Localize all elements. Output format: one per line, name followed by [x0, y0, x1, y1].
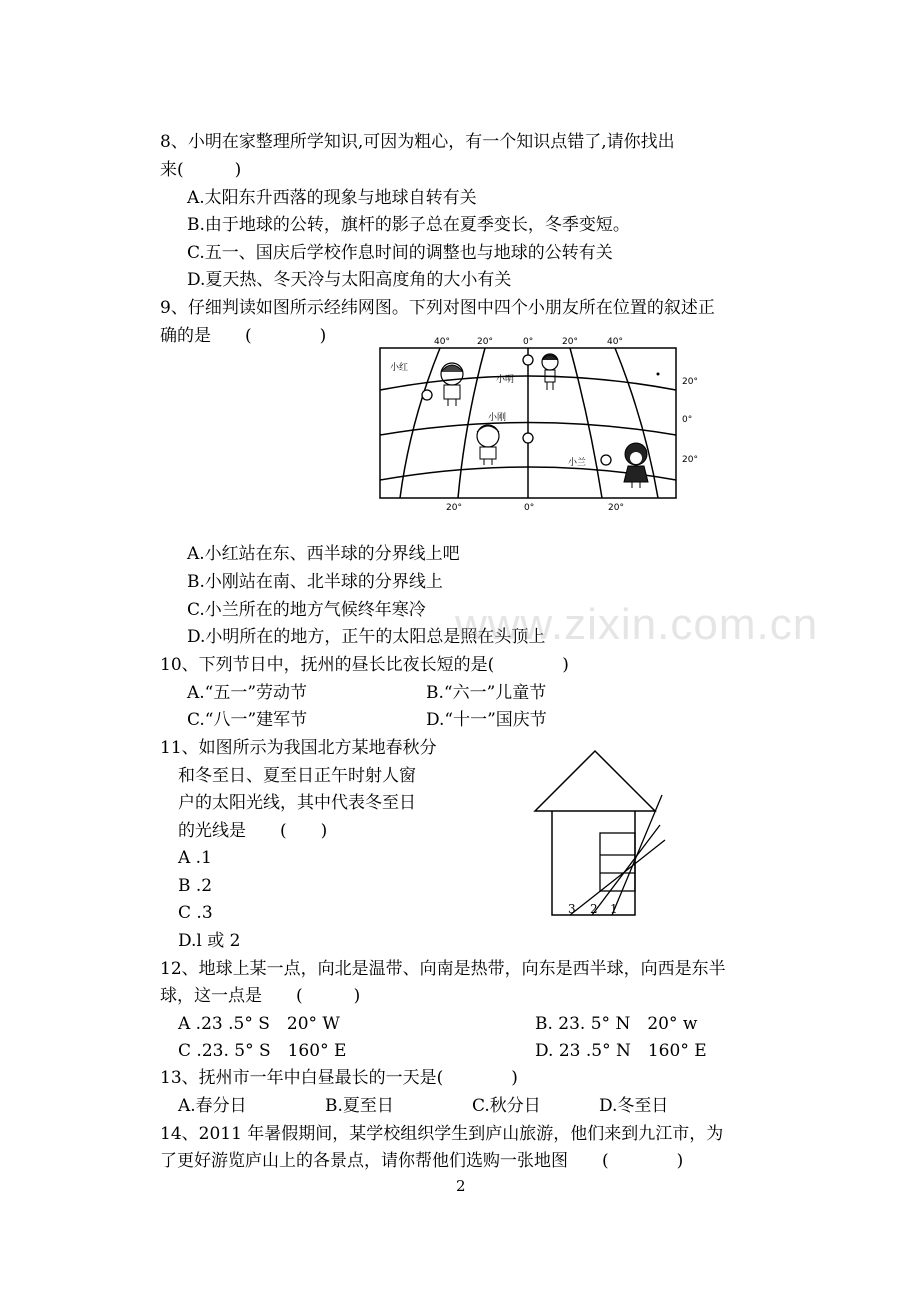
q9-stem-line1: 9、仔细判读如图所示经纬网图。下列对图中四个小朋友所在位置的叙述正: [160, 298, 715, 318]
q11-stem-line2: 和冬至日、夏至日正午时射人窗: [178, 766, 416, 786]
ray-label-1: 1: [610, 902, 618, 916]
q13-option-c: C.秋分日: [472, 1096, 541, 1116]
top-label-40w: 40°: [434, 337, 450, 347]
q9-option-c: C.小兰所在的地方气候终年寒冷: [187, 600, 426, 620]
q12-option-a: A .23 .5° S 20° W: [178, 1014, 340, 1034]
top-label-40e: 40°: [607, 337, 623, 347]
bottom-label-0: 0°: [524, 503, 535, 513]
xiaogang-marker: [523, 433, 533, 443]
house-sunlight-figure: [530, 745, 670, 920]
q10-option-a: A.“五一”劳动节: [187, 683, 308, 703]
q12-option-d: D. 23 .5° N 160° E: [535, 1041, 707, 1061]
label-xiaoming: 小明: [496, 375, 515, 385]
q11-option-a: A .1: [178, 848, 212, 868]
xiaoming-figure: [542, 354, 558, 390]
ray-label-3: 3: [568, 902, 576, 916]
q8-option-b: B.由于地球的公转，旗杆的影子总在夏季变长，冬季变短。: [187, 215, 630, 235]
q12-stem-line1: 12、地球上某一点，向北是温带、向南是热带，向东是西半球，向西是东半: [160, 959, 726, 979]
q11-stem-line1: 11、如图所示为我国北方某地春秋分: [160, 738, 437, 758]
q11-stem-line4: 的光线是 ( ): [178, 821, 328, 841]
top-label-20e: 20°: [562, 337, 578, 347]
watermark: www.zixin.com.cn: [455, 600, 819, 649]
q13-stem: 13、抚州市一年中白昼最长的一天是( ): [160, 1068, 518, 1088]
q8-option-d: D.夏天热、冬天冷与太阳高度角的大小有关: [187, 270, 512, 290]
label-xiaohong: 小红: [390, 363, 409, 373]
label-xiaogang: 小刚: [488, 413, 507, 423]
q12-option-b: B. 23. 5° N 20° w: [535, 1014, 698, 1034]
right-label-20n: 20°: [682, 377, 698, 387]
right-label-20s: 20°: [682, 455, 698, 465]
top-label-20w: 20°: [477, 337, 493, 347]
xiaohong-figure: [441, 363, 463, 406]
q9-option-a: A.小红站在东、西半球的分界线上吧: [187, 544, 460, 564]
xiaoming-marker: [523, 355, 533, 365]
page-number: 2: [456, 1177, 466, 1195]
q10-option-c: C.“八一”建军节: [187, 710, 308, 730]
xiaohong-marker: [422, 390, 432, 400]
q10-option-b: B.“六一”儿童节: [426, 683, 547, 703]
q13-option-d: D.冬至日: [599, 1096, 669, 1116]
q8-stem-line1: 8、小明在家整理所学知识,可因为粗心，有一个知识点错了,请你找出: [160, 132, 675, 152]
q11-stem-line3: 户的太阳光线，其中代表冬至日: [178, 793, 416, 813]
bottom-label-20w: 20°: [446, 503, 462, 513]
q11-option-d: D.l 或 2: [178, 931, 241, 951]
q9-option-b: B.小刚站在南、北半球的分界线上: [187, 572, 443, 592]
xiaogang-figure: [477, 425, 499, 465]
xiaolan-marker: [601, 455, 611, 465]
graticule-map-figure: [370, 332, 720, 517]
house-wall: [552, 811, 635, 915]
q10-stem: 10、下列节日中，抚州的昼长比夜长短的是( ): [160, 655, 569, 675]
q11-option-b: B .2: [178, 876, 213, 896]
q9-stem-line2: 确的是 ( ): [160, 326, 327, 346]
q11-option-c: C .3: [178, 903, 213, 923]
q12-option-c: C .23. 5° S 160° E: [178, 1041, 347, 1061]
q14-stem-line1: 14、2011 年暑假期间，某学校组织学生到庐山旅游，他们来到九江市，为: [160, 1124, 724, 1144]
q8-option-c: C.五一、国庆后学校作息时间的调整也与地球的公转有关: [187, 243, 613, 263]
ray-label-2: 2: [590, 902, 598, 916]
q9-option-d: D.小明所在的地方，正午的太阳总是照在头顶上: [187, 627, 546, 647]
xiaolan-figure: [624, 443, 648, 488]
q8-option-a: A.太阳东升西落的现象与地球自转有关: [187, 188, 477, 208]
q14-stem-line2: 了更好游览庐山上的各景点，请你帮他们选购一张地图 ( ): [160, 1151, 684, 1171]
q13-option-b: B.夏至日: [325, 1096, 394, 1116]
q12-stem-line2: 球，这一点是 ( ): [160, 986, 361, 1006]
top-label-0: 0°: [523, 337, 534, 347]
right-label-0: 0°: [682, 415, 693, 425]
q13-option-a: A.春分日: [178, 1096, 247, 1116]
label-xiaolan: 小兰: [568, 458, 587, 468]
q10-option-d: D.“十一”国庆节: [426, 710, 547, 730]
q8-stem-line2: 来( ): [160, 160, 242, 180]
house-roof: [535, 751, 655, 811]
bottom-label-20e: 20°: [608, 503, 624, 513]
